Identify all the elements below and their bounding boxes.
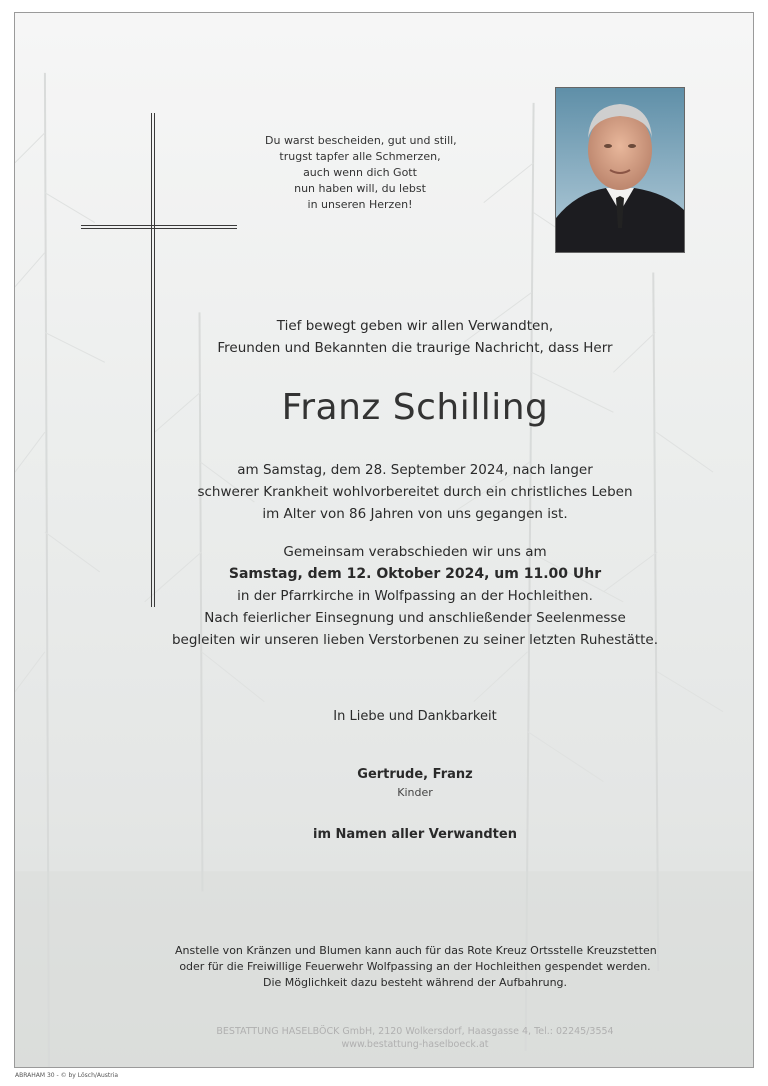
funeral-detail-line: in der Pfarrkirche in Wolfpassing an der Hochleithen. xyxy=(237,588,593,604)
family-names: Gertrude, Franz xyxy=(357,767,473,782)
obituary-page xyxy=(14,12,754,1068)
portrait-photo xyxy=(555,87,685,253)
donation-notice xyxy=(175,943,655,991)
funeral-home-address: BESTATTUNG HASELBÖCK GmbH, 2120 Wolkersdorf, Haasgasse 4, Tel.: 02245/3554 xyxy=(216,1026,614,1037)
funeral-home-website: www.bestattung-haselboeck.at xyxy=(341,1039,489,1050)
poem-line: auch wenn dich Gott xyxy=(303,166,417,179)
donation-line: Anstelle von Kränzen und Blumen kann auch für das Rote Kreuz Ortsstelle Kreuzstetten xyxy=(175,944,657,957)
behalf-of-relatives: im Namen aller Verwandten xyxy=(313,827,517,842)
funeral-intro: Gemeinsam verabschieden wir uns am xyxy=(283,544,547,560)
funeral-detail-line: begleiten wir unseren lieben Verstorbenen zu seiner letzten Ruhestätte. xyxy=(171,632,659,648)
template-credit: ABRAHAM 30 - © by Lösch/Austria xyxy=(15,1072,119,1079)
funeral-detail-line: Nach feierlicher Einsegnung und anschließender Seelenmesse xyxy=(204,610,626,626)
poem-line: Du warst bescheiden, gut und still, xyxy=(265,134,457,147)
announcement-intro xyxy=(165,315,665,359)
death-line: schwerer Krankheit wohlvorbereitet durch ein christliches Leben xyxy=(197,484,633,500)
intro-line: Freunden und Bekannten die traurige Nachricht, dass Herr xyxy=(217,340,613,356)
cross-horizontal-bar xyxy=(81,225,237,230)
intro-line: Tief bewegt geben wir allen Verwandten, xyxy=(276,318,554,334)
death-line: im Alter von 86 Jahren von uns gegangen ist. xyxy=(262,506,568,522)
death-notice xyxy=(165,459,665,525)
donation-line: Die Möglichkeit dazu besteht während der Aufbahrung. xyxy=(262,976,568,989)
funeral-details xyxy=(165,541,665,651)
family-role: Kinder xyxy=(397,786,433,799)
funeral-date-time: Samstag, dem 12. Oktober 2024, um 11.00 Uhr xyxy=(228,566,602,582)
cross-vertical-bar xyxy=(151,113,153,607)
love-gratitude-line: In Liebe und Dankbarkeit xyxy=(333,709,497,724)
memorial-poem xyxy=(265,133,455,213)
poem-line: nun haben will, du lebst xyxy=(294,182,426,195)
donation-line: oder für die Freiwillige Feuerwehr Wolfpassing an der Hochleithen gespendet werden. xyxy=(179,960,651,973)
death-line: am Samstag, dem 28. September 2024, nach langer xyxy=(237,462,593,478)
poem-line: in unseren Herzen! xyxy=(307,198,413,211)
deceased-name: Franz Schilling xyxy=(281,387,549,428)
poem-line: trugst tapfer alle Schmerzen, xyxy=(279,150,441,163)
funeral-home-footer xyxy=(175,1025,655,1051)
